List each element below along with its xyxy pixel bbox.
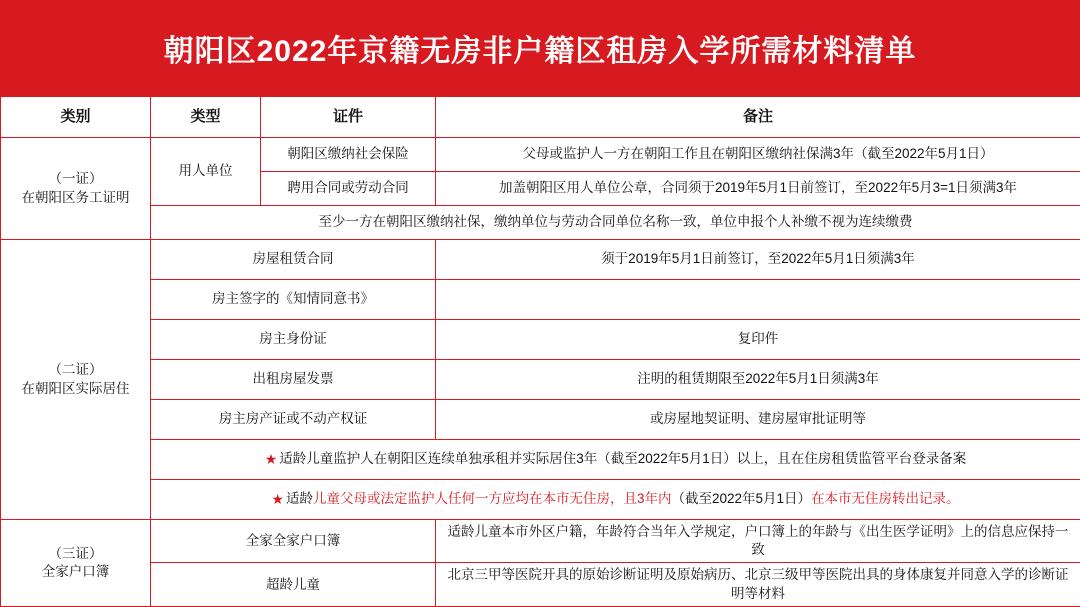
star-icon: ★	[265, 451, 278, 467]
column-header-certificate: 证件	[261, 97, 436, 138]
remark-cell: 或房屋地契证明、建房屋审批证明等	[436, 400, 1080, 440]
certificate-cell: 房主身份证	[151, 320, 436, 360]
table-row-starred	[1, 440, 1080, 480]
table-row	[1, 206, 1080, 240]
certificate-cell: 房主房产证或不动产权证	[151, 400, 436, 440]
certificate-cell: 房屋租赁合同	[151, 240, 436, 280]
category-line-1: （三证）	[7, 545, 144, 563]
remark-cell: 北京三甲等医院开具的原始诊断证明及原始病历、北京三级甲等医院出具的身体康复并同意入学的诊断证明等材料	[436, 563, 1080, 606]
column-header-category: 类别	[1, 97, 151, 138]
type-cell-employer: 用人单位	[151, 138, 261, 206]
table-row	[1, 138, 1080, 172]
certificate-cell: 房主签字的《知情同意书》	[151, 280, 436, 320]
starred-note-two-red1: 儿童父母或法定监护人任何一方应均在本市无住房，且3年内	[313, 491, 672, 506]
starred-note-two-red2: 在本市无住房转出记录。	[811, 491, 960, 506]
starred-note-two-part2: （截至2022年5月1日）	[672, 491, 812, 506]
category-line-2: 在朝阳区务工证明	[7, 189, 144, 207]
category-line-1: （一证）	[7, 170, 144, 188]
table-row	[1, 280, 1080, 320]
table-row	[1, 400, 1080, 440]
category-cell-two	[1, 240, 151, 520]
remark-cell	[436, 280, 1080, 320]
category-line-2: 在朝阳区实际居住	[7, 380, 144, 398]
remark-cell: 复印件	[436, 320, 1080, 360]
remark-cell: 父母或监护人一方在朝阳工作且在朝阳区缴纳社保满3年（截至2022年5月1日）	[436, 138, 1080, 172]
category-cell-one	[1, 138, 151, 240]
table-row	[1, 360, 1080, 400]
category-line-1: （二证）	[7, 361, 144, 379]
column-header-type: 类型	[151, 97, 261, 138]
remark-cell: 加盖朝阳区用人单位公章，合同须于2019年5月1日前签订，至2022年5月3=1日须满3年	[436, 172, 1080, 206]
table-row	[1, 240, 1080, 280]
group-one-full-note: 至少一方在朝阳区缴纳社保，缴纳单位与劳动合同单位名称一致，单位申报个人补缴不视为连续缴费	[151, 206, 1080, 240]
category-line-2: 全家户口簿	[7, 563, 144, 581]
table-row	[1, 320, 1080, 360]
certificate-cell: 聘用合同或劳动合同	[261, 172, 436, 206]
page-title: 朝阳区2022年京籍无房非户籍区租房入学所需材料清单	[164, 26, 917, 70]
certificate-cell: 出租房屋发票	[151, 360, 436, 400]
certificate-cell: 超龄儿童	[151, 563, 436, 606]
starred-note-one	[151, 440, 1080, 480]
remark-cell: 适龄儿童本市外区户籍，年龄符合当年入学规定，户口簿上的年龄与《出生医学证明》上的信息应保持一致	[436, 520, 1080, 563]
category-cell-three	[1, 520, 151, 607]
starred-note-two	[151, 480, 1080, 520]
remark-cell: 注明的租赁期限至2022年5月1日须满3年	[436, 360, 1080, 400]
starred-note-two-part1: 适龄	[286, 491, 313, 506]
title-banner	[0, 0, 1080, 96]
certificate-cell: 朝阳区缴纳社会保险	[261, 138, 436, 172]
column-header-remark: 备注	[436, 97, 1080, 138]
table-row	[1, 520, 1080, 563]
requirements-table	[0, 96, 1080, 607]
star-icon: ★	[271, 491, 284, 507]
remark-cell: 须于2019年5月1日前签订，至2022年5月1日须满3年	[436, 240, 1080, 280]
certificate-cell: 全家全家户口簿	[151, 520, 436, 563]
table-row-starred	[1, 480, 1080, 520]
starred-note-one-text: 适龄儿童监护人在朝阳区连续单独承租并实际居住3年（截至2022年5月1日）以上，且在住房租赁监管平台登录备案	[279, 451, 966, 466]
table-header-row	[1, 97, 1080, 138]
table-row	[1, 563, 1080, 606]
